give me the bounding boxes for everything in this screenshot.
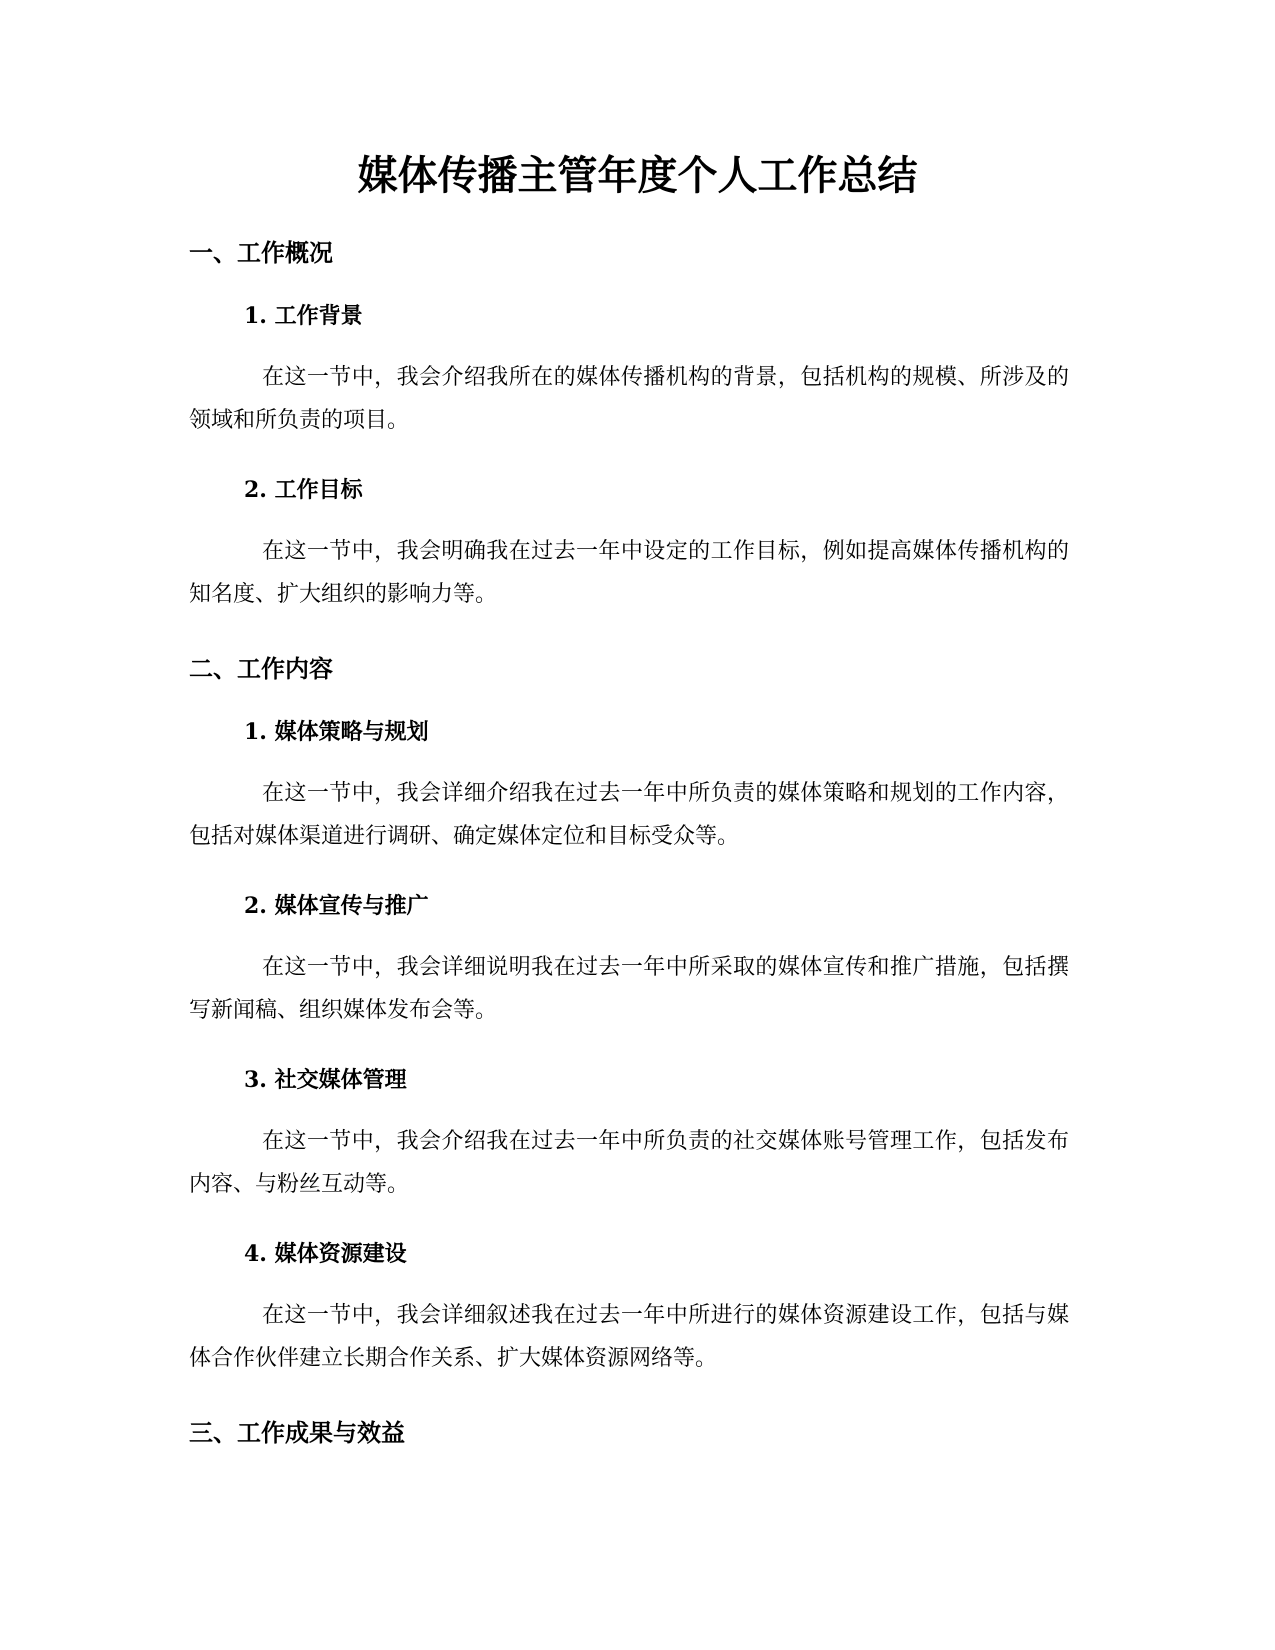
subheading-social-media: 3. 社交媒体管理 (244, 1067, 407, 1093)
document-title: 媒体传播主管年度个人工作总结 (357, 153, 918, 199)
paragraph-media-promotion: 在这一节中，我会详细说明我在过去一年中所采取的媒体宣传和推广措施，包括撰写新闻稿、组织媒体发布会等。 (189, 955, 1069, 1023)
paragraph-media-resources: 在这一节中，我会详细叙述我在过去一年中所进行的媒体资源建设工作，包括与媒体合作伙伴建立长期合作关系、扩大媒体资源网络等。 (189, 1303, 1069, 1371)
paragraph-social-media: 在这一节中，我会介绍我在过去一年中所负责的社交媒体账号管理工作，包括发布内容、与粉丝互动等。 (189, 1129, 1069, 1197)
section-heading-overview: 一、工作概况 (189, 239, 333, 267)
subheading-media-promotion: 2. 媒体宣传与推广 (244, 893, 429, 919)
subheading-work-background: 1. 工作背景 (244, 303, 363, 329)
paragraph-work-background: 在这一节中，我会介绍我所在的媒体传播机构的背景，包括机构的规模、所涉及的领域和所负责的项目。 (189, 365, 1069, 433)
subheading-work-goals: 2. 工作目标 (244, 477, 363, 503)
section-heading-work-content: 二、工作内容 (189, 655, 333, 683)
subheading-media-strategy: 1. 媒体策略与规划 (244, 719, 429, 745)
subheading-media-resources: 4. 媒体资源建设 (244, 1241, 407, 1267)
section-heading-results: 三、工作成果与效益 (189, 1419, 405, 1447)
paragraph-media-strategy: 在这一节中，我会详细介绍我在过去一年中所负责的媒体策略和规划的工作内容，包括对媒体渠道进行调研、确定媒体定位和目标受众等。 (189, 781, 1069, 849)
paragraph-work-goals: 在这一节中，我会明确我在过去一年中设定的工作目标，例如提高媒体传播机构的知名度、扩大组织的影响力等。 (189, 539, 1069, 607)
